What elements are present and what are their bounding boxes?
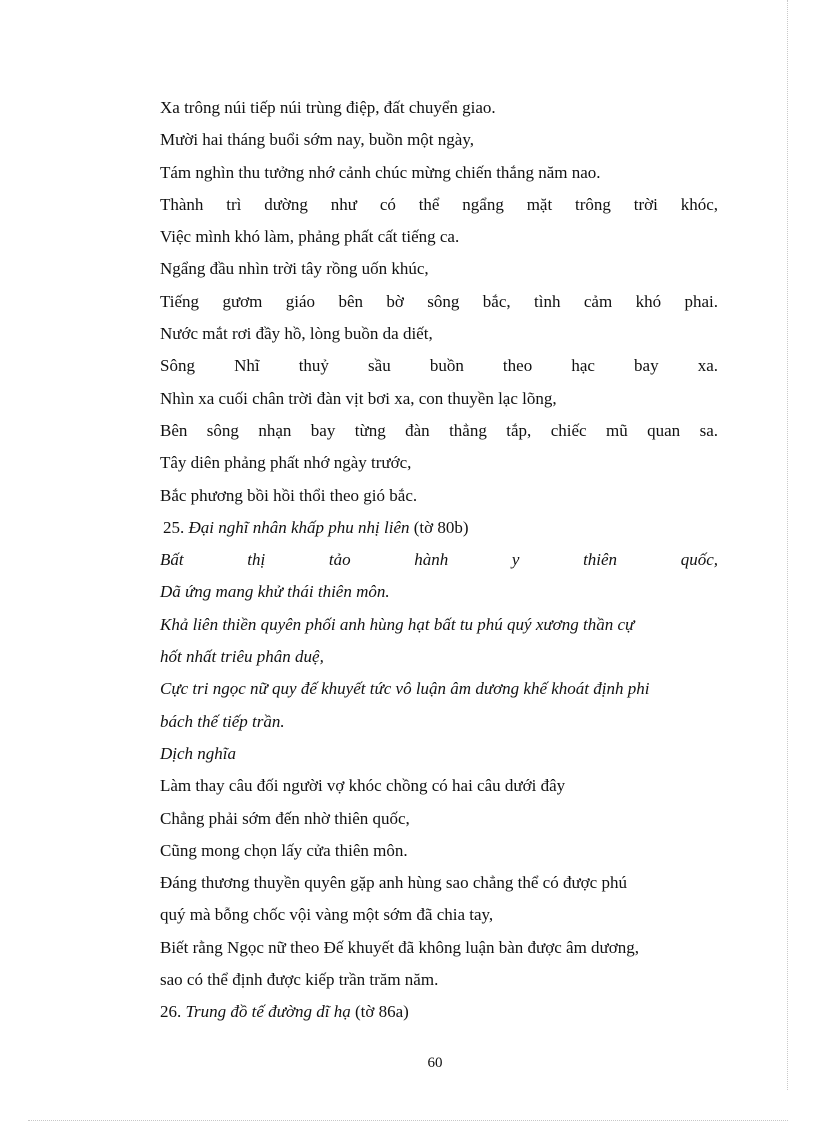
original-line: hốt nhất triêu phân duệ, — [160, 647, 324, 667]
section-26-heading — [160, 996, 718, 1028]
section-title: Trung đồ tế đường dĩ hạ — [185, 1002, 351, 1022]
poem-line: Bên sông nhạn bay từng đàn thẳng tắp, chiếc mũ quan sa. — [160, 420, 718, 440]
section-ref: (tờ 80b) — [413, 517, 469, 537]
poem-line: Ngẩng đầu nhìn trời tây rồng uốn khúc, — [160, 259, 429, 279]
original-line: Bất thị tảo hành y thiên quốc, — [160, 550, 718, 570]
section-number: 26. — [160, 1002, 182, 1022]
section-ref: (tờ 86a) — [354, 1002, 409, 1022]
section-number: 25. — [163, 517, 185, 537]
translation-line: quý mà bỗng chốc vội vàng một sớm đã chia tay, — [160, 905, 494, 925]
poem-line: Thành trì dường như có thể ngẩng mặt trông trời khóc, — [160, 194, 718, 214]
translation-line: Chẳng phải sớm đến nhờ thiên quốc, — [160, 808, 410, 828]
section-25-heading — [160, 512, 718, 544]
poem-line: Nhìn xa cuối chân trời đàn vịt bơi xa, con thuyền lạc lõng, — [160, 388, 557, 408]
page-number: 60 — [427, 1055, 443, 1071]
poem-line: Tám nghìn thu tưởng nhớ cảnh chúc mừng chiến thắng năm nao. — [160, 162, 601, 182]
translation-line: Biết rằng Ngọc nữ theo Đế khuyết đã không luận bàn được âm dương, — [160, 937, 640, 957]
poem-line: Tây diên phảng phất nhớ ngày trước, — [160, 453, 412, 473]
poem-line: Mười hai tháng buổi sớm nay, buồn một ngày, — [160, 130, 474, 150]
document-body — [160, 92, 718, 1029]
translation-line: Đáng thương thuyền quyên gặp anh hùng sao chẳng thể có được phú — [160, 873, 627, 893]
translation-line: Làm thay câu đối người vợ khóc chồng có hai câu dưới đây — [160, 776, 566, 796]
translation-line: sao có thể định được kiếp trần trăm năm. — [160, 970, 439, 990]
poem-line: Sông Nhĩ thuỷ sầu buồn theo hạc bay xa. — [160, 356, 718, 376]
page-bottom-border — [28, 1120, 788, 1121]
poem-line: Nước mắt rơi đầy hồ, lòng buồn da diết, — [160, 324, 433, 344]
page-right-border — [787, 0, 788, 1090]
poem-line: Tiếng gươm giáo bên bờ sông bắc, tình cảm khó phai. — [160, 291, 718, 311]
poem-line: Xa trông núi tiếp núi trùng điệp, đất chuyển giao. — [160, 98, 496, 117]
poem-line: Việc mình khó làm, phảng phất cất tiếng ca. — [160, 227, 460, 247]
original-line: Cực tri ngọc nữ quy đế khuyết tức vô luận âm dương khế khoát định phi — [160, 679, 650, 699]
original-line: Khả liên thiền quyên phối anh hùng hạt bất tu phú quý xương thần cự — [160, 614, 635, 634]
poem-line: Bắc phương bồi hồi thổi theo gió bắc. — [160, 485, 418, 505]
translation-line: Cũng mong chọn lấy cửa thiên môn. — [160, 840, 408, 860]
translation-label: Dịch nghĩa — [160, 743, 237, 763]
original-line: Dã ứng mang khử thái thiên môn. — [160, 582, 390, 602]
original-line: bách thế tiếp trần. — [160, 711, 285, 731]
section-title: Đại nghĩ nhân khấp phu nhị liên — [188, 517, 410, 537]
